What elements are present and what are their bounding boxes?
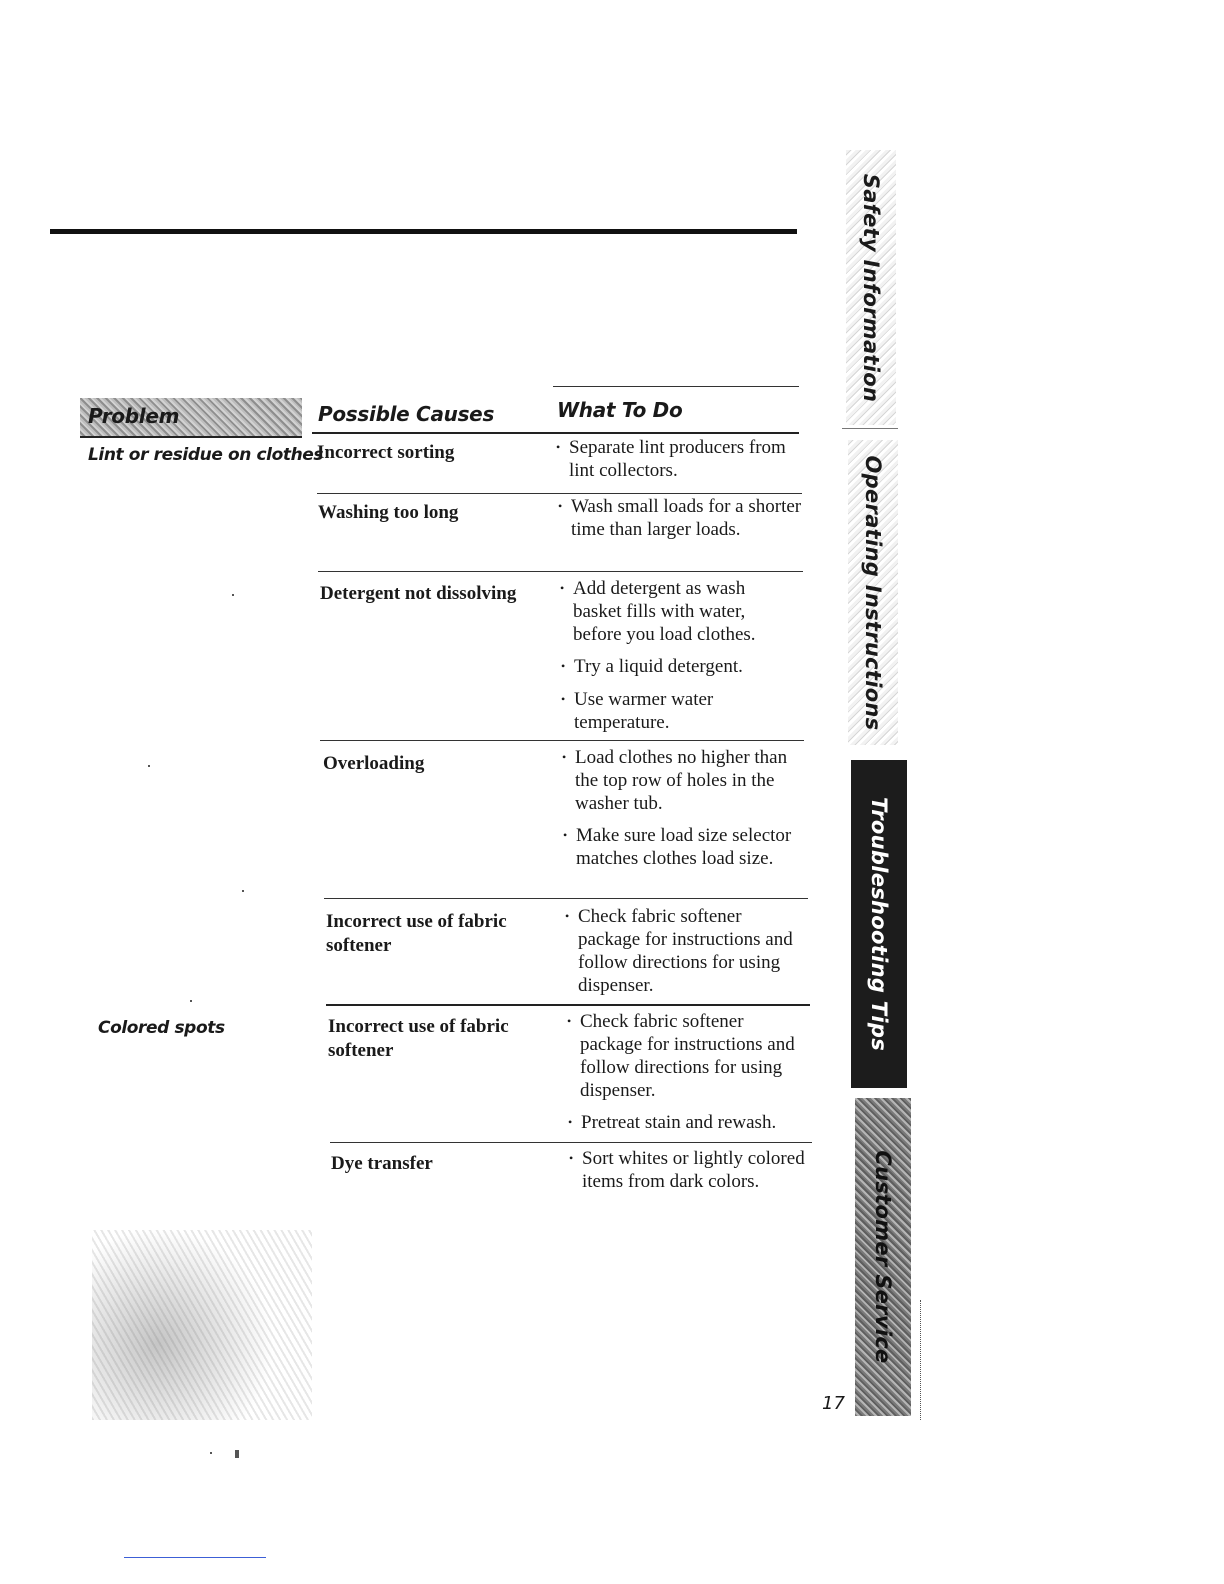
tab-label: Operating Instructions	[861, 455, 885, 730]
cause-fabric-softener: Incorrect use of fabric softener	[326, 911, 507, 956]
bullet-icon: •	[560, 581, 565, 595]
todo-text: Sort whites or lightly colored items from dark colors.	[582, 1148, 805, 1192]
speck	[242, 890, 244, 892]
row-divider	[324, 898, 808, 899]
bullet-icon: •	[561, 692, 566, 706]
todo-item	[567, 1010, 810, 1102]
todo-text: Wash small loads for a shorter time than larger loads.	[571, 496, 802, 540]
todo-text: Pretreat stain and rewash.	[581, 1112, 777, 1133]
todo-text: Add detergent as wash basket fills with water, before you load clothes.	[573, 578, 756, 645]
header-rule	[312, 432, 799, 434]
todo-item	[560, 577, 798, 646]
speck	[210, 1452, 212, 1454]
problem-label-lint: Lint or residue on clothes	[88, 445, 324, 465]
todo-item	[563, 824, 806, 870]
bullet-icon: •	[562, 750, 567, 764]
speck	[232, 594, 234, 596]
causes-header: Possible Causes	[318, 402, 495, 426]
todo-text: Load clothes no higher than the top row of holes in the washer tub.	[575, 747, 788, 814]
tab-safety-information[interactable]	[846, 150, 896, 425]
bullet-icon: •	[561, 659, 566, 673]
problem-header-label: Problem	[88, 404, 180, 428]
todo-item	[562, 746, 807, 815]
bullet-icon: •	[563, 828, 568, 842]
top-rule	[50, 229, 797, 234]
bullet-icon: •	[565, 909, 570, 923]
cause-fabric-softener-2: Incorrect use of fabric softener	[328, 1016, 509, 1061]
row-divider	[320, 740, 804, 741]
cause-washing-too-long: Washing too long	[318, 502, 459, 523]
todo-item	[565, 905, 808, 997]
problem-label-colored-spots: Colored spots	[98, 1018, 225, 1038]
todo-item	[561, 688, 764, 734]
section-divider	[326, 1004, 810, 1006]
problem-header	[80, 398, 302, 436]
tab-divider	[842, 428, 898, 429]
bullet-icon: •	[558, 499, 563, 513]
row-divider	[330, 1142, 812, 1143]
tab-customer-service[interactable]	[855, 1098, 911, 1416]
problem-header-rule	[80, 436, 302, 438]
todo-item	[568, 1111, 821, 1134]
speck	[190, 1000, 192, 1002]
bullet-icon: •	[568, 1115, 573, 1129]
todo-text: Use warmer water temperature.	[574, 689, 714, 733]
page-number: 17	[822, 1393, 845, 1414]
margin-dots	[920, 1300, 922, 1420]
bullet-icon: •	[567, 1014, 572, 1028]
footer-line	[124, 1557, 266, 1558]
tab-label: Safety Information	[859, 173, 883, 402]
speck	[235, 1450, 239, 1458]
todo-item	[569, 1147, 807, 1193]
todo-text: Check fabric softener package for instructions and follow directions for using dispenser.	[580, 1011, 795, 1101]
scan-noise	[92, 1230, 312, 1420]
tab-troubleshooting-tips[interactable]	[851, 760, 907, 1088]
cause-detergent-not-dissolving: Detergent not dissolving	[320, 583, 517, 604]
speck	[148, 765, 150, 767]
row-divider	[317, 493, 802, 494]
tab-operating-instructions[interactable]	[848, 440, 898, 745]
todo-item	[558, 495, 806, 541]
cause-overloading: Overloading	[323, 753, 425, 774]
todo-text: Try a liquid detergent.	[574, 656, 743, 677]
tab-label: Troubleshooting Tips	[867, 796, 891, 1052]
cause-incorrect-sorting: Incorrect sorting	[317, 442, 455, 463]
todo-item	[556, 436, 809, 482]
cause-dye-transfer: Dye transfer	[331, 1153, 433, 1174]
row-divider	[318, 571, 803, 572]
todo-text: Separate lint producers from lint collectors.	[569, 437, 786, 481]
bullet-icon: •	[569, 1151, 574, 1165]
todo-text: Check fabric softener package for instructions and follow directions for using dispenser.	[578, 906, 793, 996]
todo-text: Make sure load size selector matches clothes load size.	[576, 825, 792, 869]
todo-item	[561, 655, 804, 678]
bullet-icon: •	[556, 440, 561, 454]
todo-header-top-rule	[553, 386, 799, 387]
todo-header: What To Do	[557, 398, 683, 422]
tab-label: Customer Service	[871, 1150, 895, 1364]
